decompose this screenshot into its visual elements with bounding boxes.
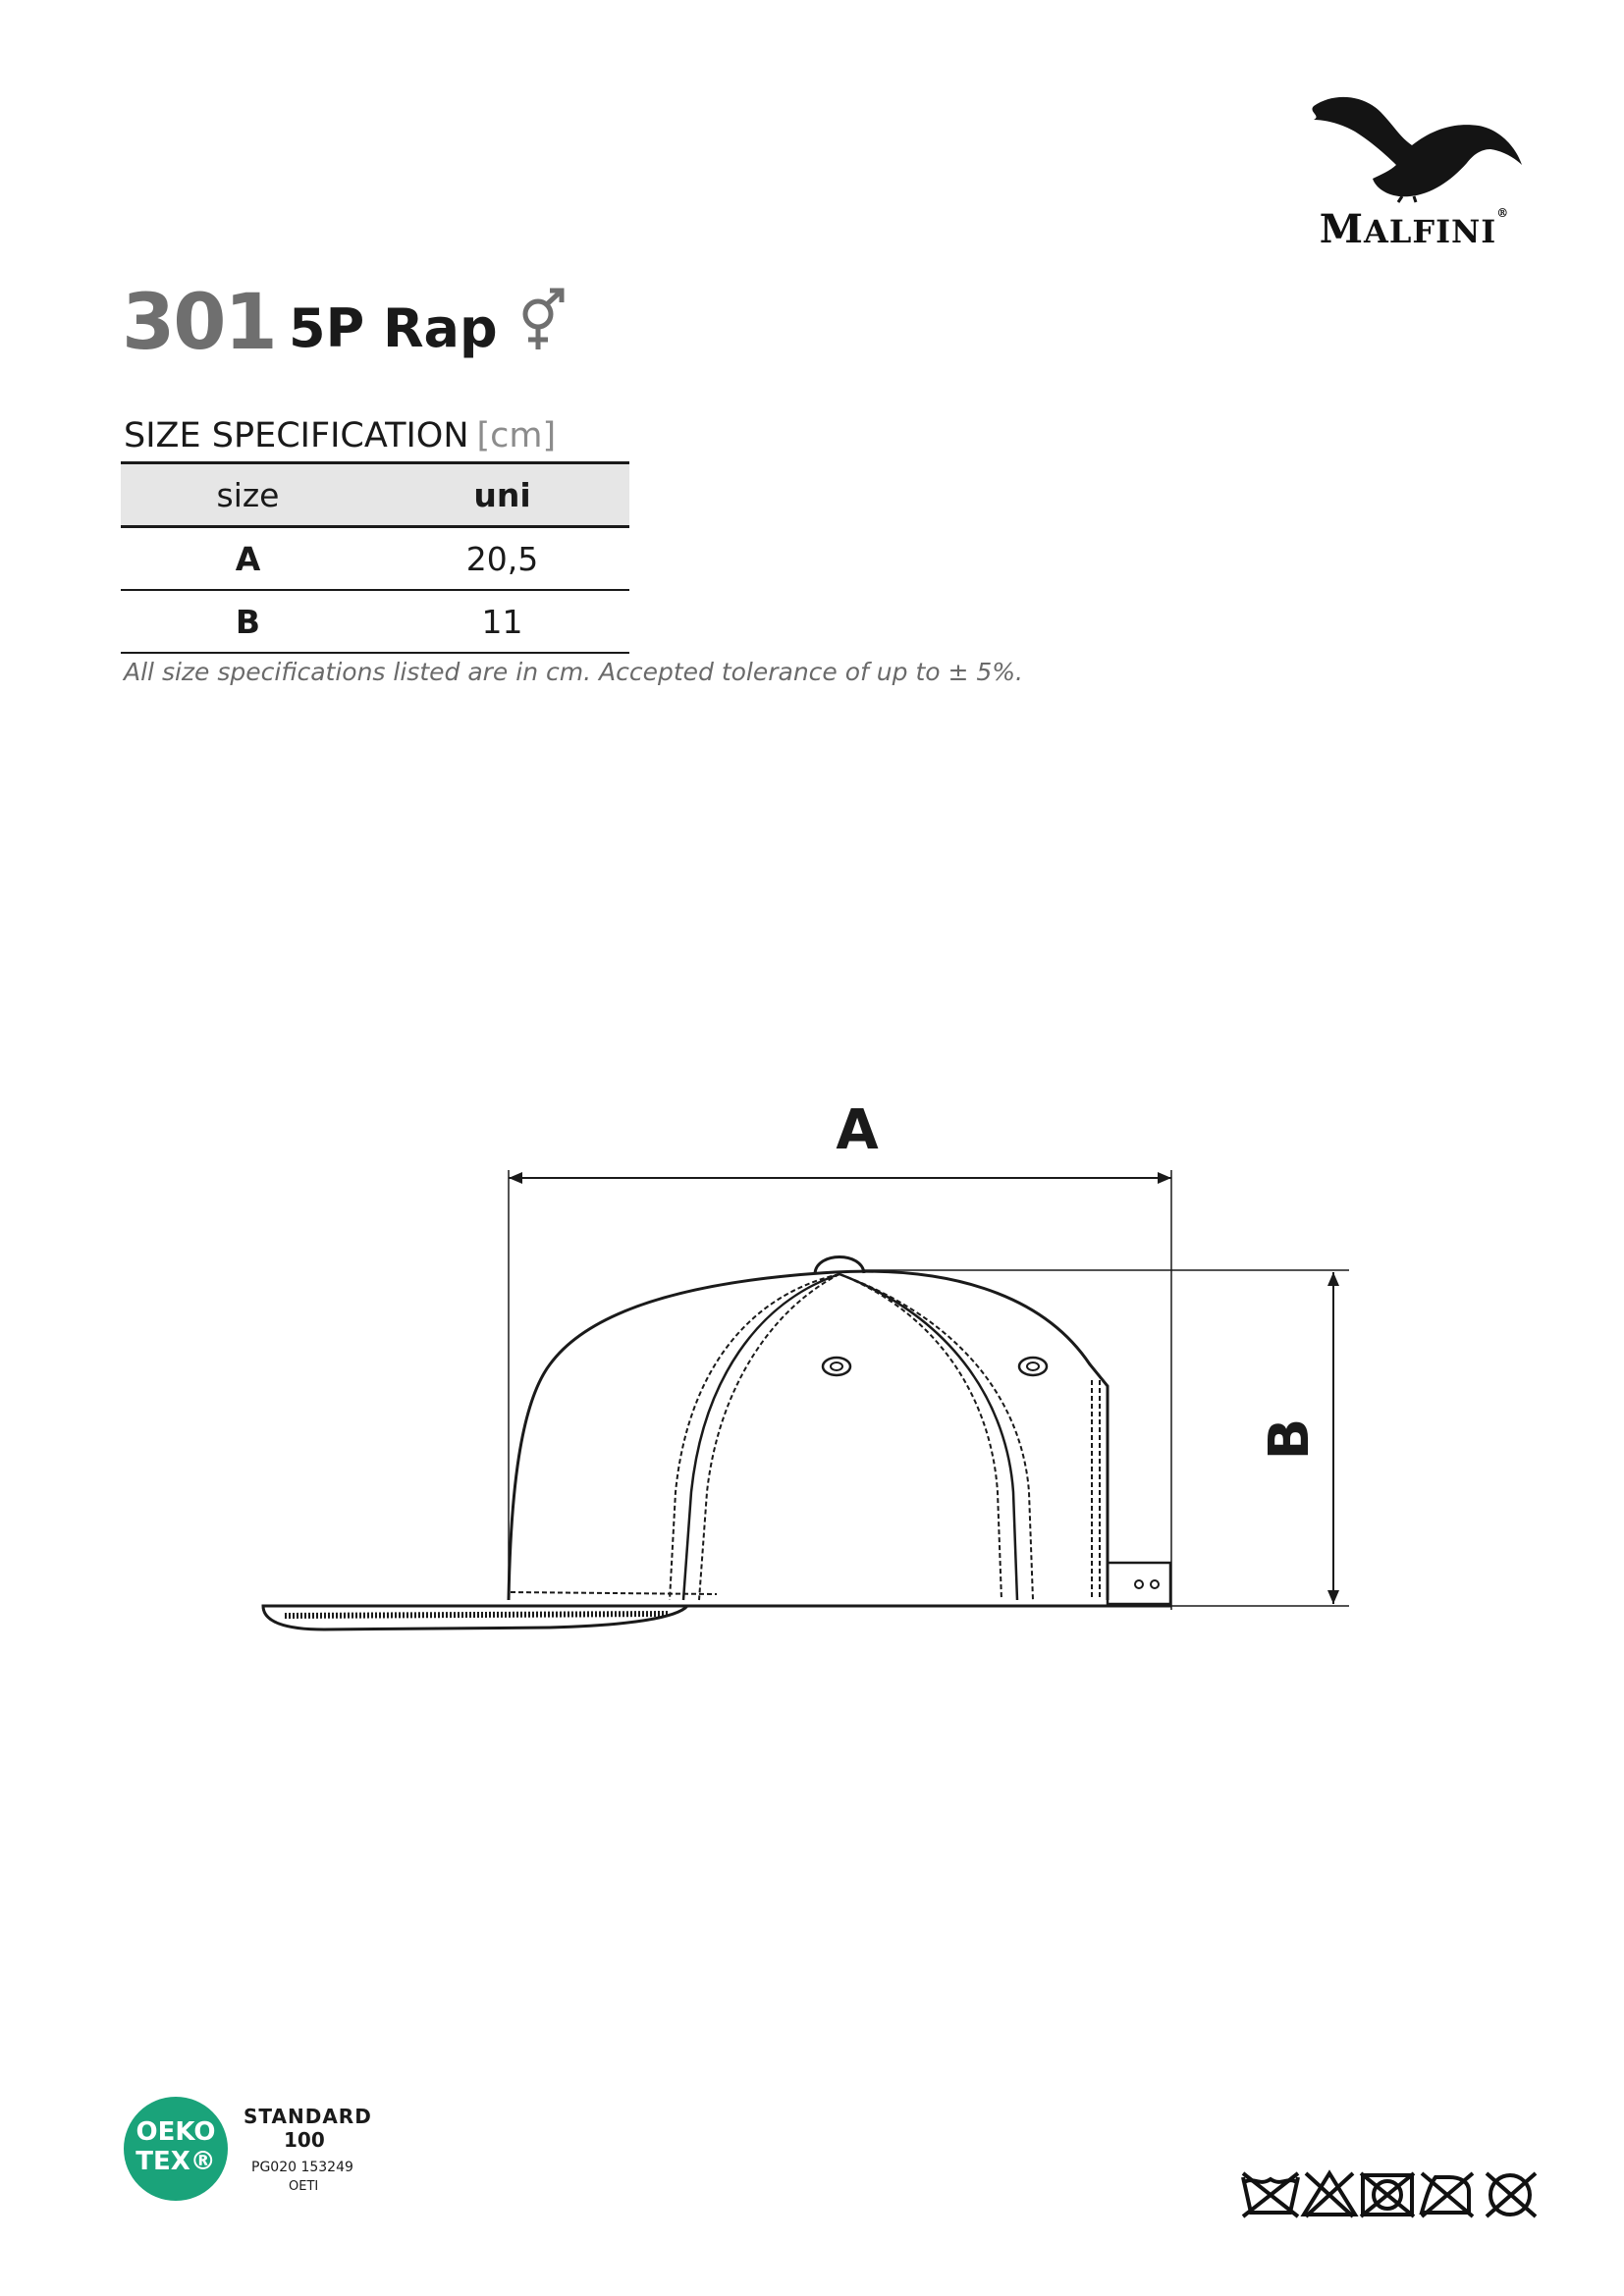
row-label: A bbox=[235, 539, 261, 578]
do-not-bleach-icon bbox=[1304, 2173, 1355, 2216]
size-table bbox=[121, 461, 629, 654]
dimension-b-label: B bbox=[1258, 1417, 1322, 1461]
certification-institute: OETI bbox=[289, 2179, 319, 2194]
size-specification-title: SIZE SPECIFICATION [cm] bbox=[124, 416, 557, 455]
table-row bbox=[121, 590, 629, 653]
product-code: 301 bbox=[122, 279, 276, 367]
do-not-dry-clean-icon bbox=[1487, 2173, 1536, 2216]
row-value: 11 bbox=[481, 602, 523, 641]
do-not-tumble-dry-icon bbox=[1361, 2173, 1414, 2216]
table-row bbox=[121, 527, 629, 591]
eagle-logo-icon bbox=[1294, 86, 1535, 204]
row-label: B bbox=[235, 602, 261, 641]
standard-number: 100 bbox=[284, 2128, 325, 2152]
do-not-wash-icon bbox=[1243, 2173, 1298, 2216]
certificate-code: PG020 153249 bbox=[251, 2160, 353, 2175]
cap-side-view-icon bbox=[0, 1080, 1624, 1669]
product-name: 5P Rap bbox=[289, 297, 498, 359]
header-size: size bbox=[216, 475, 280, 514]
dimension-a-label: A bbox=[836, 1098, 879, 1162]
header-uni: uni bbox=[473, 475, 531, 514]
brand-logo bbox=[1294, 86, 1535, 259]
cap-diagram bbox=[0, 1080, 1624, 1669]
do-not-iron-icon bbox=[1422, 2173, 1473, 2216]
row-value: 20,5 bbox=[465, 539, 539, 578]
care-symbols bbox=[1239, 2169, 1543, 2220]
table-header-row bbox=[121, 463, 629, 527]
unisex-icon bbox=[514, 287, 573, 355]
oeko-tex-badge: OEKO TEX® bbox=[124, 2097, 228, 2201]
tolerance-note: All size specifications listed are in cm. Accepted tolerance of up to ± 5%. bbox=[124, 658, 1024, 686]
standard-label: STANDARD bbox=[244, 2105, 372, 2128]
oeko-tex-certification bbox=[124, 2095, 379, 2203]
brand-name: MALFINI® bbox=[1319, 206, 1510, 252]
